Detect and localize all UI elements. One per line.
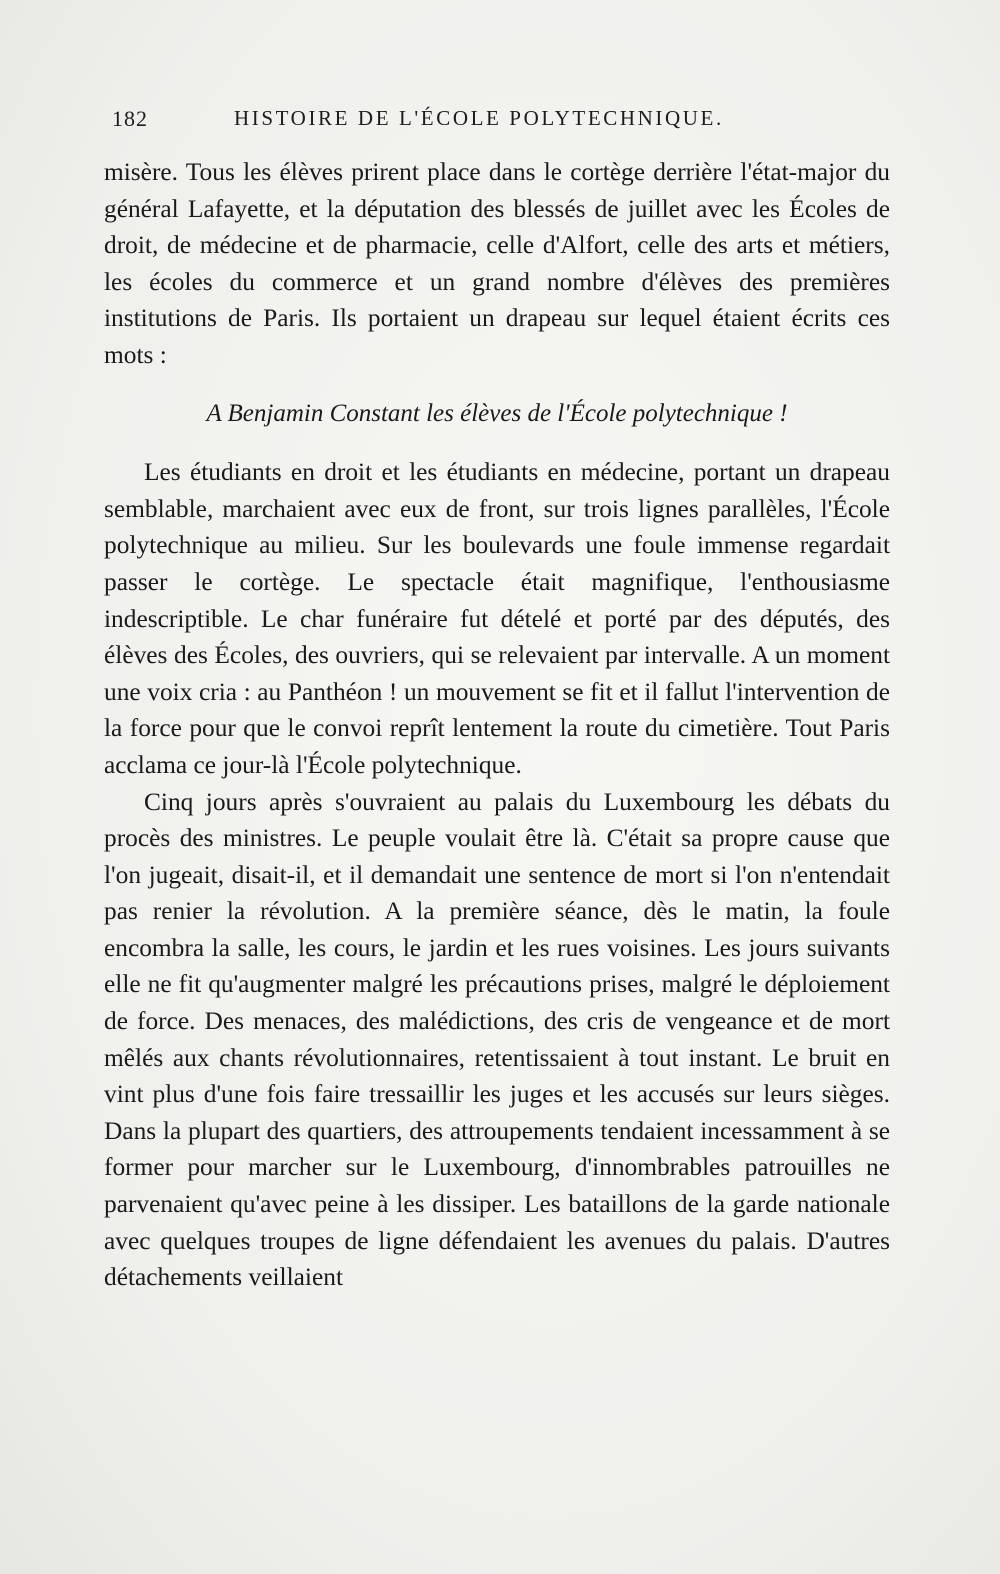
paragraph-funeral-procession: Les étudiants en droit et les étudiants en médecine, portant un drapeau semblable, marchaient avec eux de front, sur trois lignes parallèles, l'École polytechnique au milieu. Sur les boulevards une foule immense regardait passer le cortège. Le spectacle était magnifique, l'enthousiasme indescriptible. Le char funéraire fut dételé et porté par des députés, des élèves des Écoles, des ouvriers, qui se relevaient par intervalle. A un moment une voix cria : au Panthéon ! un mouvement se fit et il fallut l'intervention de la force pour que le convoi reprît lentement la route du cimetière. Tout Paris acclama ce jour-là l'École polytechnique. (104, 458, 890, 779)
running-title: HISTOIRE DE L'ÉCOLE POLYTECHNIQUE. (234, 106, 724, 130)
running-head (112, 106, 888, 138)
flag-dedication: A Benjamin Constant les élèves de l'École polytechnique ! (206, 399, 788, 427)
paragraph-continuation: misère. Tous les élèves prirent place dans le cortège derrière l'état-major du général Lafayette, et la députation des blessés de juillet avec les Écoles de droit, de médecine et de pharmacie, celle d'Alfort, celle des arts et métiers, les écoles du commerce et un grand nombre d'élèves des premières institutions de Paris. Ils portaient un drapeau sur lequel étaient écrits ces mots : (104, 158, 890, 369)
body-text (104, 154, 890, 1296)
paragraph-ministers-trial: Cinq jours après s'ouvraient au palais du Luxembourg les débats du procès des ministres. Le peuple voulait être là. C'était sa propre cause que l'on jugeait, disait-il, et il demandait une sentence de mort si l'on n'entendait pas renier la révolution. A la première séance, dès le matin, la foule encombra la salle, les cours, le jardin et les rues voisines. Les jours suivants elle ne fit qu'augmenter malgré les précautions prises, malgré le déploiement de force. Des menaces, des malédictions, des cris de vengeance et de mort mêlés aux chants révolutionnaires, retentissaient à tout instant. Le bruit en vint plus d'une fois faire tressaillir les juges et les accusés sur leurs sièges. Dans la plupart des quartiers, des attroupements tendaient incessamment à se former pour marcher sur le Luxembourg, d'innombrables patrouilles ne parvenaient qu'avec peine à les dissiper. Les bataillons de la garde nationale avec quelques troupes de ligne défendaient les avenues du palais. D'autres détachements veillaient (104, 787, 890, 1292)
page-number: 182 (112, 106, 148, 131)
